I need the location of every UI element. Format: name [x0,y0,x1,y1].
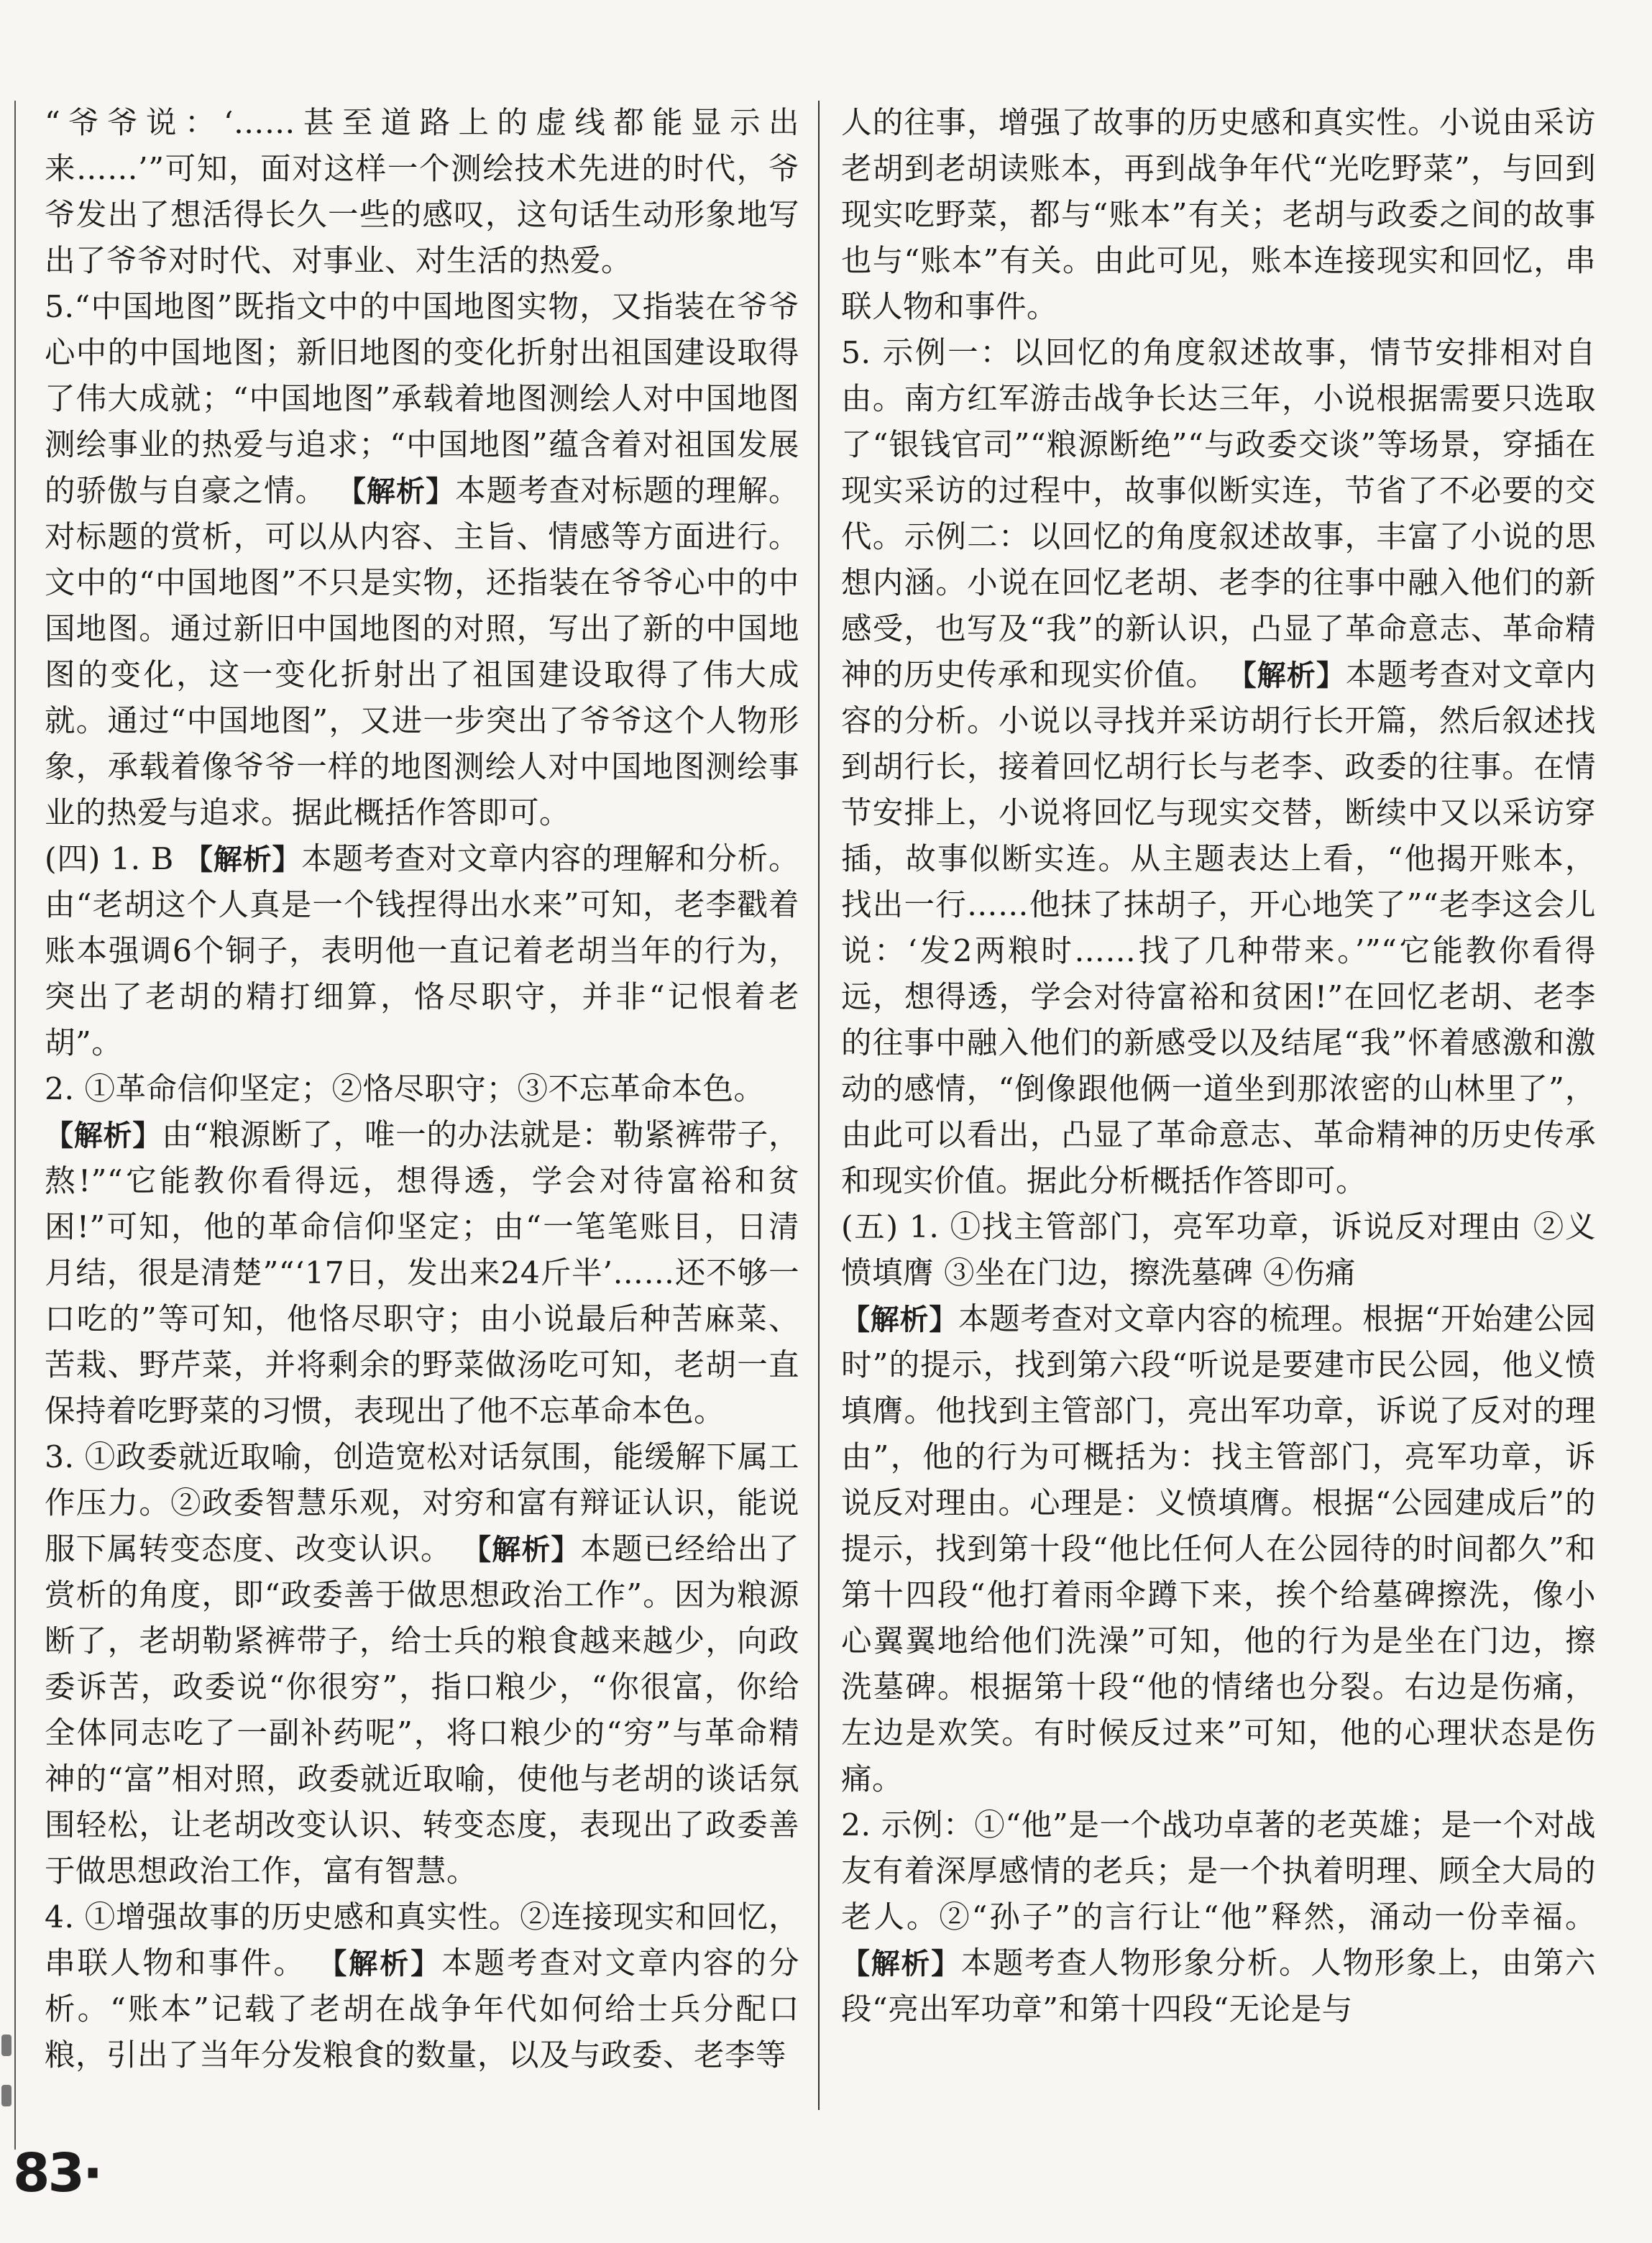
paragraph: 5. 示例一：以回忆的角度叙述故事，情节安排相对自由。南方红军游击战争长达三年，小说根据需要只选取了“银钱官司”“粮源断绝”“与政委交谈”等场景，穿插在现实采访的过程中，故事似断实连，节省了不必要的交代。示例二：以回忆的角度叙述故事，丰富了小说的思想内涵。小说在回忆老胡、老李的往事中融入他们的新感受，也写及“我”的新认识，凸显了革命意志、革命精神的历史传承和现实价值。 【解析】本题考查对文章内容的分析。小说以寻找并采访胡行长开篇，然后叙述找到胡行长，接着回忆胡行长与老李、政委的往事。在情节安排上，小说将回忆与现实交替，断续中又以采访穿插，故事似断实连。从主题表达上看，“他揭开账本，找出一行……他抹了抹胡子，开心地笑了”“老李这会儿说：‘发2两粮时……找了几种带来。’”“它能教你看得远，想得透，学会对待富裕和贫困!”在回忆老胡、老李的往事中融入他们的新感受以及结尾“我”怀着感激和激动的感情，“倒像跟他俩一道坐到那浓密的山林里了”，由此可以看出，凸显了革命意志、革命精神的历史传承和现实价值。据此分析概括作答即可。 [841,336,1596,1199]
paragraph: 3. ①政委就近取喻，创造宽松对话氛围，能缓解下属工作压力。②政委智慧乐观，对穷和富有辩证认识，能说服下属转变态度、改变认识。 【解析】本题已经给出了赏析的角度，即“政委善于做思想政治工作”。因为粮源断了，老胡勒紧裤带子，给士兵的粮食越来越少，向政委诉苦，政委说“你很穷”，指口粮少，“你很富，你给全体同志吃了一副补药呢”，将口粮少的“穷”与革命精神的“富”相对照，政委就近取喻，使他与老胡的谈话氛围轻松，让老胡改变认识、转变态度，表现出了政委善于做思想政治工作，富有智慧。 [45,1440,799,1889]
paragraph: (五) 1. ①找主管部门，亮军功章，诉说反对理由 ②义愤填膺 ③坐在门边，擦洗墓碑 ④伤痛 [841,1210,1596,1291]
analysis-tag: 【解析】 [45,1119,162,1152]
analysis-tag: 【解析】 [184,843,302,876]
analysis-tag: 【解析】 [1227,659,1346,692]
analysis-tag: 【解析】 [462,1533,581,1567]
left-edge-rule [14,101,16,2150]
analysis-tag: 【解析】 [336,475,456,508]
analysis-tag: 【解析】 [318,1948,442,1981]
paragraph: 人的往事，增强了故事的历史感和真实性。小说由采访老胡到老胡读账本，再到战争年代“光吃野菜”，与回到现实吃野菜，都与“账本”有关；老胡与政委之间的故事也与“账本”有关。由此可见，账本连接现实和回忆，串联人物和事件。 [841,106,1596,325]
column-divider [818,101,820,2110]
paragraph: 2. 示例：①“他”是一个战功卓著的老英雄；是一个对战友有着深厚感情的老兵；是一个执着明理、顾全大局的老人。②“孙子”的言行让“他”释然，涌动一份幸福。 【解析】本题考查人物形象分析。人物形象上，由第六段“亮出军功章”和第十四段“无论是与 [841,1808,1596,2027]
edge-mark [1,2085,12,2106]
paragraph: “爷爷说：‘……甚至道路上的虚线都能显示出来……’”可知，面对这样一个测绘技术先进的时代，爷爷发出了想活得长久一些的感叹，这句话生动形象地写出了爷爷对时代、对事业、对生活的热爱。 [45,106,799,279]
paragraph: 5.“中国地图”既指文中的中国地图实物，又指装在爷爷心中的中国地图；新旧地图的变化折射出祖国建设取得了伟大成就；“中国地图”承载着地图测绘人对中国地图测绘事业的热爱与追求；“中国地图”蕴含着对祖国发展的骄傲与自豪之情。 【解析】本题考查对标题的理解。对标题的赏析，可以从内容、主旨、情感等方面进行。文中的“中国地图”不只是实物，还指装在爷爷心中的中国地图。通过新旧中国地图的对照，写出了新的中国地图的变化，这一变化折射出了祖国建设取得了伟大成就。通过“中国地图”，又进一步突出了爷爷这个人物形象，承载着像爷爷一样的地图测绘人对中国地图测绘事业的热爱与追求。据此概括作答即可。 [45,290,799,831]
paragraph: 【解析】本题考查对文章内容的梳理。根据“开始建公园时”的提示，找到第六段“听说是要建市民公园，他义愤填膺。他找到主管部门，亮出军功章，诉说了反对的理由”，他的行为可概括为：找主管部门，亮军功章，诉说反对理由。心理是：义愤填膺。根据“公园建成后”的提示，找到第十段“他比任何人在公园待的时间都久”和第十四段“他打着雨伞蹲下来，挨个给墓碑擦洗，像小心翼翼地给他们洗澡”可知，他的行为是坐在门边，擦洗墓碑。根据第十段“他的情绪也分裂。右边是伤痛，左边是欢笑。有时候反过来”可知，他的心理状态是伤痛。 [841,1302,1597,1797]
paragraph: (四) 1. B 【解析】本题考查对文章内容的理解和分析。由“老胡这个人真是一个钱捏得出水来”可知，老李戳着账本强调6个铜子，表明他一直记着老胡当年的行为，突出了老胡的精打细算，恪尽职守，并非“记恨着老胡”。 [45,842,799,1061]
edge-mark [1,2035,12,2056]
paragraph: 2. ①革命信仰坚定；②恪尽职守；③不忘革命本色。 【解析】由“粮源断了，唯一的办法就是：勒紧裤带子，熬!”“它能教你看得远，想得透，学会对待富裕和贫困!”可知，他的革命信仰坚定；由“一笔笔账目，日清月结，很是清楚”“‘17日，发出来24斤半’……还不够一口吃的”等可知，他恪尽职守；由小说最后种苦麻菜、苦栽、野芹菜，并将剩余的野菜做汤吃可知，老胡一直保持着吃野菜的习惯，表现出了他不忘革命本色。 [45,1072,800,1429]
page-number: 83· [13,2142,101,2204]
paragraph: 4. ①增强故事的历史感和真实性。②连接现实和回忆，串联人物和事件。 【解析】本题考查对文章内容的分析。“账本”记载了老胡在战争年代如何给士兵分配口粮，引出了当年分发粮食的数量，以及与政委、老李等 [45,1900,799,2073]
analysis-tag: 【解析】 [841,1948,961,1981]
right-column [841,101,1596,2033]
analysis-tag: 【解析】 [841,1303,958,1336]
left-column [45,101,799,2079]
